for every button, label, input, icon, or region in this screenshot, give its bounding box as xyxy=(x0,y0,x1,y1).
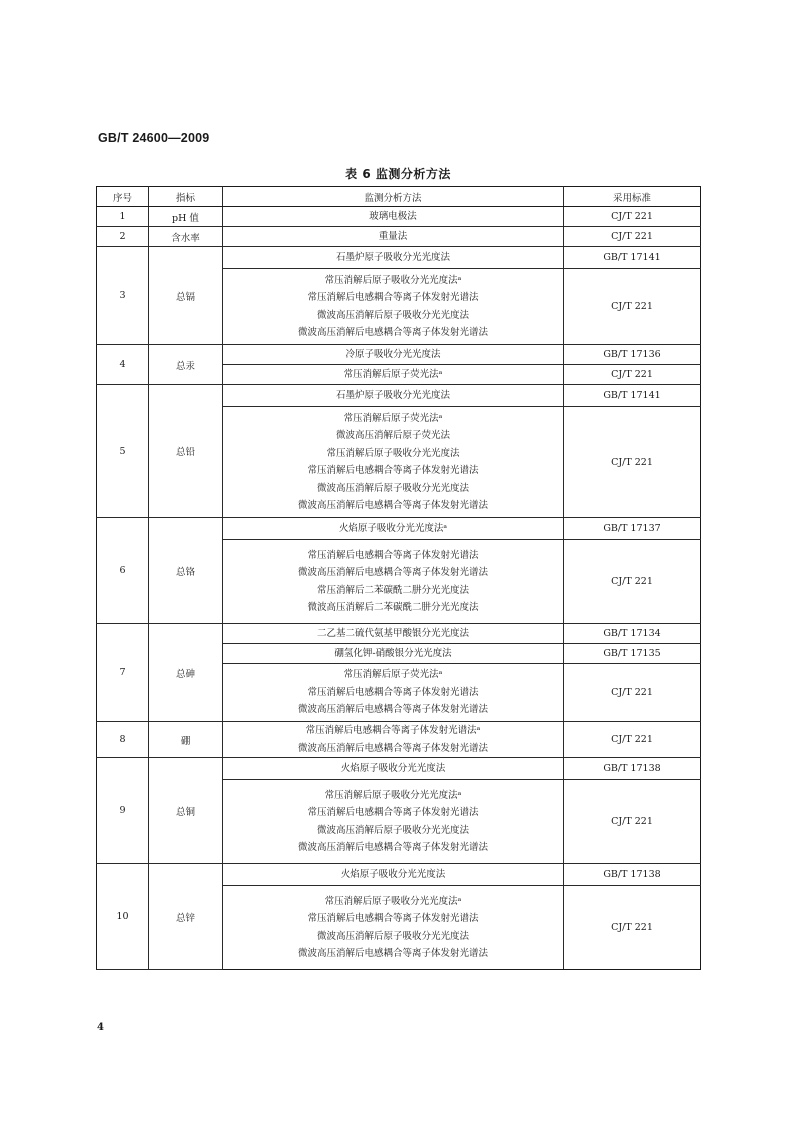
method-line: 玻璃电极法 xyxy=(369,210,417,222)
method-line: 火焰原子吸收分光光度法 xyxy=(340,762,446,774)
method-cell xyxy=(223,886,564,970)
table-row xyxy=(97,385,701,407)
standard-cell: CJ/T 221 xyxy=(564,407,701,518)
standard-cell: GB/T 17137 xyxy=(564,518,701,540)
method-line: 常压消解后二苯碳酰二肼分光光度法 xyxy=(316,584,469,596)
method-cell xyxy=(223,624,564,644)
standard-cell: GB/T 17138 xyxy=(564,864,701,886)
standard-cell: CJ/T 221 xyxy=(564,207,701,227)
standard-cell: GB/T 17135 xyxy=(564,644,701,664)
table-row xyxy=(97,518,701,540)
page-number: 4 xyxy=(97,1022,104,1033)
standard-cell: CJ/T 221 xyxy=(564,227,701,247)
method-line: 重量法 xyxy=(378,230,408,242)
table-title: 表 6 监测分析方法 xyxy=(345,167,451,181)
row-index: 2 xyxy=(97,227,149,247)
method-line: 微波高压消解后二苯碳酰二肼分光光度法 xyxy=(307,602,479,613)
method-cell xyxy=(223,365,564,385)
header-standard: 采用标准 xyxy=(564,187,701,207)
standard-cell: GB/T 17134 xyxy=(564,624,701,644)
row-indicator: pH 值 xyxy=(149,207,223,227)
method-line: 微波高压消解后电感耦合等离子体发射光谱法 xyxy=(297,842,488,853)
standard-cell: CJ/T 221 xyxy=(564,365,701,385)
method-line: 常压消解后电感耦合等离子体发射光谱法 xyxy=(307,549,479,561)
method-line: 石墨炉原子吸收分光光度法 xyxy=(335,389,450,401)
standard-cell: GB/T 17138 xyxy=(564,758,701,780)
row-index: 8 xyxy=(97,722,149,758)
method-cell xyxy=(223,247,564,269)
row-indicator: 总锌 xyxy=(149,864,223,970)
table-row xyxy=(97,345,701,365)
table-row xyxy=(97,247,701,269)
row-indicator: 总铅 xyxy=(149,385,223,518)
method-cell xyxy=(223,385,564,407)
row-index: 5 xyxy=(97,385,149,518)
method-line: 微波高压消解后原子吸收分光光度法 xyxy=(316,482,469,494)
method-cell xyxy=(223,407,564,518)
row-indicator: 总铜 xyxy=(149,758,223,864)
standard-cell: GB/T 17141 xyxy=(564,385,701,407)
method-line: 常压消解后原子荧光法ᵃ xyxy=(343,412,443,424)
method-cell xyxy=(223,722,564,758)
method-line: 常压消解后电感耦合等离子体发射光谱法 xyxy=(307,686,479,698)
method-line: 常压消解后原子荧光法ᵃ xyxy=(343,669,443,681)
method-line: 微波高压消解后电感耦合等离子体发射光谱法 xyxy=(297,742,488,754)
method-cell xyxy=(223,664,564,722)
standard-cell: GB/T 17136 xyxy=(564,345,701,365)
row-indicator: 总汞 xyxy=(149,345,223,385)
method-line: 常压消解后电感耦合等离子体发射光谱法 xyxy=(307,807,479,818)
table-row xyxy=(97,624,701,644)
row-index: 9 xyxy=(97,758,149,864)
method-line: 火焰原子吸收分光光度法ᵃ xyxy=(338,522,448,534)
method-line: 石墨炉原子吸收分光光度法 xyxy=(335,251,450,263)
method-line: 微波高压消解后原子吸收分光光度法 xyxy=(316,824,469,836)
table-row xyxy=(97,227,701,247)
row-index: 3 xyxy=(97,247,149,345)
row-index: 10 xyxy=(97,864,149,970)
table-row xyxy=(97,758,701,780)
method-cell xyxy=(223,518,564,540)
method-line: 火焰原子吸收分光光度法 xyxy=(340,868,446,880)
standard-cell: CJ/T 221 xyxy=(564,664,701,722)
standard-code: GB/T 24600—2009 xyxy=(98,131,210,145)
method-line: 常压消解后原子吸收分光光度法ᵃ xyxy=(324,895,462,907)
method-line: 微波高压消解后原子吸收分光光度法 xyxy=(316,930,469,942)
method-line: 微波高压消解后电感耦合等离子体发射光谱法 xyxy=(297,567,488,578)
row-index: 6 xyxy=(97,518,149,624)
method-cell xyxy=(223,864,564,886)
row-indicator: 总镉 xyxy=(149,247,223,345)
row-indicator: 总铬 xyxy=(149,518,223,624)
method-line: 微波高压消解后原子荧光法 xyxy=(335,430,450,441)
row-index: 1 xyxy=(97,207,149,227)
standard-cell: GB/T 17141 xyxy=(564,247,701,269)
method-line: 微波高压消解后电感耦合等离子体发射光谱法 xyxy=(297,704,488,716)
method-cell xyxy=(223,780,564,864)
table-row xyxy=(97,864,701,886)
standard-cell: CJ/T 221 xyxy=(564,722,701,758)
row-indicator: 含水率 xyxy=(149,227,223,247)
method-line: 常压消解后电感耦合等离子体发射光谱法 xyxy=(307,292,479,303)
header-indicator: 指标 xyxy=(149,187,223,207)
method-line: 二乙基二硫代氨基甲酸银分光光度法 xyxy=(316,627,469,639)
method-cell xyxy=(223,644,564,664)
header-method: 监测分析方法 xyxy=(223,187,564,207)
method-cell xyxy=(223,269,564,345)
method-line: 常压消解后原子吸收分光光度法ᵃ xyxy=(324,274,462,286)
method-line: 常压消解后电感耦合等离子体发射光谱法 xyxy=(307,913,479,924)
method-cell xyxy=(223,227,564,247)
method-line: 微波高压消解后电感耦合等离子体发射光谱法 xyxy=(297,948,488,959)
standard-cell: CJ/T 221 xyxy=(564,886,701,970)
standard-cell: CJ/T 221 xyxy=(564,269,701,345)
method-line: 硼氢化钾-硝酸银分光光度法 xyxy=(334,647,452,659)
method-line: 微波高压消解后电感耦合等离子体发射光谱法 xyxy=(297,327,488,338)
row-index: 7 xyxy=(97,624,149,722)
row-indicator: 总砷 xyxy=(149,624,223,722)
method-line: 常压消解后电感耦合等离子体发射光谱法ᵃ xyxy=(305,725,481,736)
table-header-row xyxy=(97,187,701,207)
row-indicator: 硼 xyxy=(149,722,223,758)
method-line: 冷原子吸收分光光度法 xyxy=(345,348,441,360)
standard-cell: CJ/T 221 xyxy=(564,780,701,864)
header-index: 序号 xyxy=(97,187,149,207)
method-cell xyxy=(223,207,564,227)
method-cell xyxy=(223,758,564,780)
method-cell xyxy=(223,540,564,624)
method-cell xyxy=(223,345,564,365)
method-line: 常压消解后原子荧光法ᵃ xyxy=(343,368,443,380)
method-line: 常压消解后电感耦合等离子体发射光谱法 xyxy=(307,465,479,476)
method-line: 常压消解后原子吸收分光光度法 xyxy=(326,447,460,459)
method-line: 微波高压消解后原子吸收分光光度法 xyxy=(316,309,469,321)
row-index: 4 xyxy=(97,345,149,385)
table-row xyxy=(97,207,701,227)
table-row xyxy=(97,722,701,758)
method-line: 微波高压消解后电感耦合等离子体发射光谱法 xyxy=(297,500,488,511)
standard-cell: CJ/T 221 xyxy=(564,540,701,624)
monitoring-methods-table xyxy=(96,186,701,970)
method-line: 常压消解后原子吸收分光光度法ᵃ xyxy=(324,789,462,801)
